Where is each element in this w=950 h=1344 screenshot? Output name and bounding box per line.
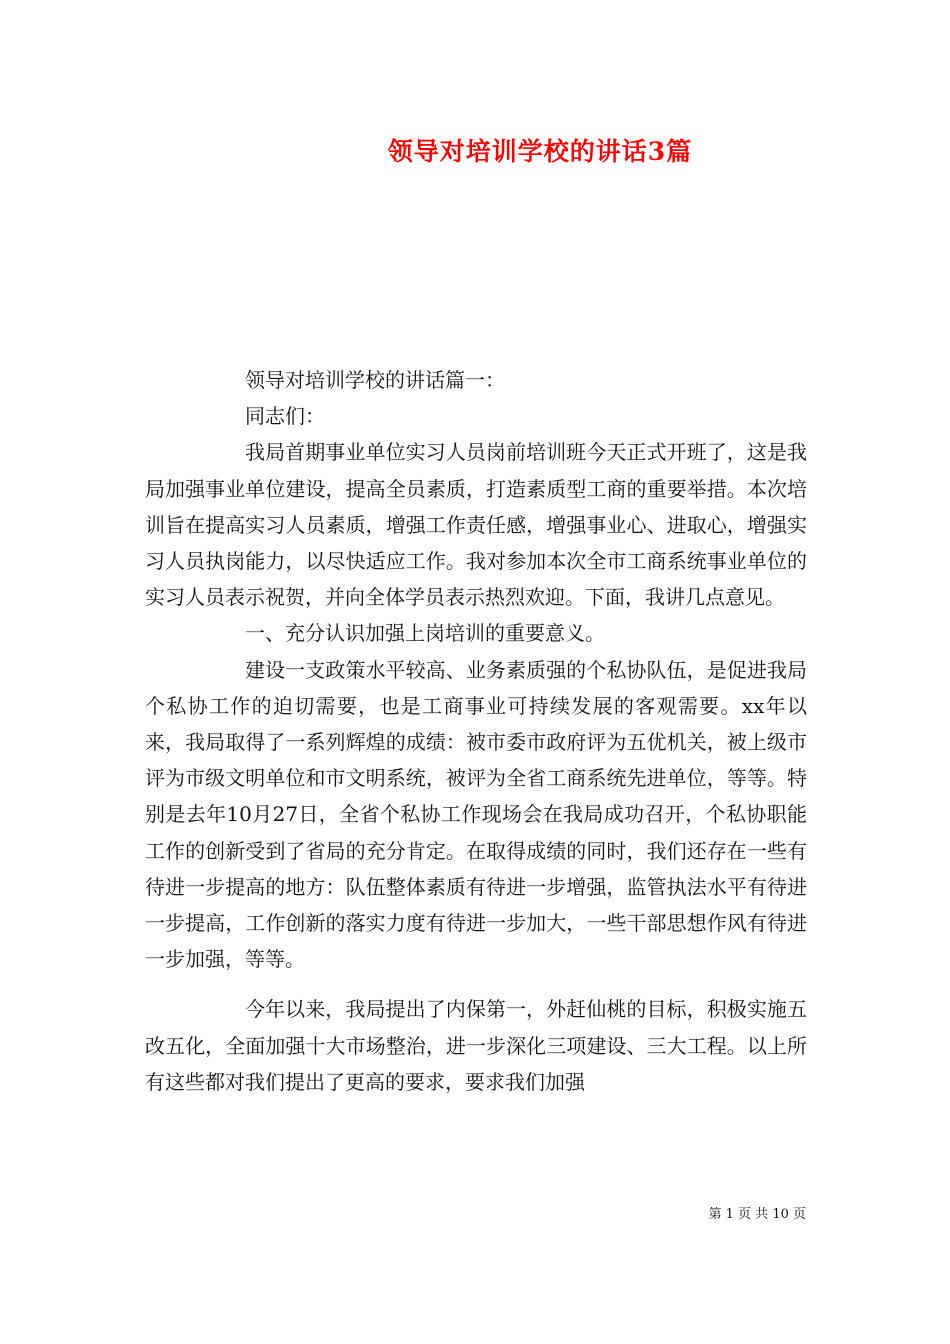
salutation: 同志们： [245,404,325,429]
document-body [145,362,807,1100]
body-paragraph: 我局首期事业单位实习人员岗前培训班今天正式开班了，这是我局加强事业单位建设，提高全员素质，打造素质型工商的重要举措。本次培训旨在提高实习人员素质，增强工作责任感，增强事业心、进取心，增强实习人员执岗能力，以尽快适应工作。我对参加本次全市工商系统事业单位的实习人员表示祝贺，并向全体学员表示热烈欢迎。下面，我讲几点意见。 [145,440,807,610]
body-paragraph: 今年以来，我局提出了内保第一，外赶仙桃的目标，积极实施五改五化，全面加强十大市场整治，进一步深化三项建设、三大工程。以上所有这些都对我们提出了更高的要求，要求我们加强 [145,997,807,1094]
page-footer: 第 1 页 共 10 页 [708,1207,806,1222]
section-heading: 领导对培训学校的讲话篇一： [245,368,505,392]
subsection-heading: 一、充分认识加强上岗培训的重要意义。 [245,621,605,646]
document-title: 领导对培训学校的讲话3篇 [387,137,693,166]
body-paragraph: 建设一支政策水平较高、业务素质强的个私协队伍，是促进我局个私协工作的迫切需要，也是工商事业可持续发展的客观需要。xx年以来，我局取得了一系列辉煌的成绩：被市委市政府评为五优机关，被上级市评为市级文明单位和市文明系统，被评为全省工商系统先进单位，等等。特别是去年10月27日，全省个私协工作现场会在我局成功召开，个私协职能工作的创新受到了省局的充分肯定。在取得成绩的同时，我们还存在一些有待进一步提高的地方：队伍整体素质有待进一步增强，监管执法水平有待进一步提高，工作创新的落实力度有待进一步加大，一些干部思想作风有待进一步加强，等等。 [145,657,807,972]
